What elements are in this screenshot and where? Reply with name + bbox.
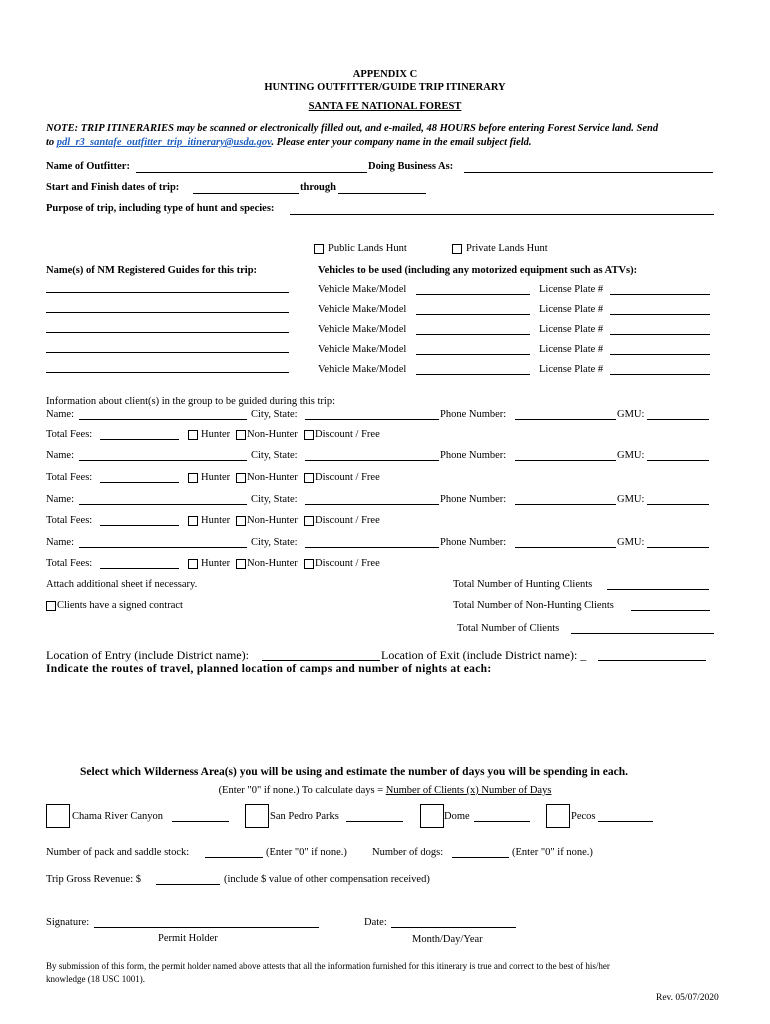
exit-label: Location of Exit (include District name): _ bbox=[381, 648, 587, 662]
appendix-label: APPENDIX C bbox=[352, 69, 418, 80]
dome-days-field[interactable] bbox=[474, 821, 530, 822]
license-plate-label: License Plate # bbox=[539, 364, 604, 375]
chama-days-field[interactable] bbox=[172, 821, 229, 822]
client-city-field[interactable] bbox=[305, 504, 439, 505]
attest-line-1: By submission of this form, the permit holder named above attests that all the information furnished for this itinerary is true and correct to the best of his/her bbox=[46, 961, 610, 971]
vehicle-make-field[interactable] bbox=[416, 374, 530, 375]
through-label: through bbox=[300, 182, 336, 193]
client-city-field[interactable] bbox=[305, 419, 439, 420]
purpose-field[interactable] bbox=[290, 214, 714, 215]
dome-checkbox[interactable] bbox=[420, 804, 444, 828]
dba-field[interactable] bbox=[464, 172, 713, 173]
nonhunter-label: Non-Hunter bbox=[247, 515, 298, 526]
client-phone-label: Phone Number: bbox=[440, 409, 507, 420]
vehicle-make-label: Vehicle Make/Model bbox=[318, 364, 407, 375]
private-lands-label: Private Lands Hunt bbox=[466, 243, 548, 254]
attest-line-2: knowledge (18 USC 1001). bbox=[46, 974, 145, 984]
chama-checkbox[interactable] bbox=[46, 804, 70, 828]
nonhunter-checkbox[interactable] bbox=[236, 516, 246, 526]
client-fees-field[interactable] bbox=[100, 482, 179, 483]
license-plate-label: License Plate # bbox=[539, 304, 604, 315]
nonhunter-label: Non-Hunter bbox=[247, 472, 298, 483]
pecos-checkbox[interactable] bbox=[546, 804, 570, 828]
signature-field[interactable] bbox=[94, 927, 319, 928]
outfitter-label: Name of Outfitter: bbox=[46, 161, 130, 172]
client-gmu-field[interactable] bbox=[647, 419, 709, 420]
client-phone-label: Phone Number: bbox=[440, 494, 507, 505]
client-name-label: Name: bbox=[46, 537, 74, 548]
hunter-checkbox[interactable] bbox=[188, 516, 198, 526]
vehicle-make-label: Vehicle Make/Model bbox=[318, 304, 407, 315]
revenue-note: (include $ value of other compensation received) bbox=[224, 874, 430, 885]
total-nonhunting-field[interactable] bbox=[631, 610, 710, 611]
client-phone-field[interactable] bbox=[515, 504, 616, 505]
permit-holder-label: Permit Holder bbox=[158, 933, 218, 944]
date-format-label: Month/Day/Year bbox=[412, 934, 483, 945]
note-line-2: to pdl_r3_santafe_outfitter_trip_itinerary@usda.gov. Please enter your company name in the email subject field. bbox=[46, 137, 532, 148]
license-plate-field[interactable] bbox=[610, 374, 710, 375]
clients-intro: Information about client(s) in the group to be guided during this trip: bbox=[46, 396, 335, 407]
discount-label: Discount / Free bbox=[315, 429, 380, 440]
public-lands-checkbox[interactable] bbox=[314, 244, 324, 254]
revenue-field[interactable] bbox=[156, 884, 220, 885]
client-name-field[interactable] bbox=[79, 504, 247, 505]
dogs-field[interactable] bbox=[452, 857, 509, 858]
dome-label: Dome bbox=[444, 811, 470, 822]
total-hunting-field[interactable] bbox=[607, 589, 709, 590]
license-plate-field[interactable] bbox=[610, 294, 710, 295]
nonhunter-label: Non-Hunter bbox=[247, 429, 298, 440]
san-pedro-label: San Pedro Parks bbox=[270, 811, 339, 822]
client-city-label: City, State: bbox=[251, 409, 298, 420]
client-city-field[interactable] bbox=[305, 460, 439, 461]
guide-field[interactable] bbox=[46, 372, 289, 373]
routes-field[interactable] bbox=[46, 680, 714, 760]
client-city-label: City, State: bbox=[251, 537, 298, 548]
license-plate-field[interactable] bbox=[610, 314, 710, 315]
discount-label: Discount / Free bbox=[315, 472, 380, 483]
san-pedro-days-field[interactable] bbox=[346, 821, 403, 822]
form-title: HUNTING OUTFITTER/GUIDE TRIP ITINERARY bbox=[264, 82, 506, 93]
total-clients-field[interactable] bbox=[571, 633, 714, 634]
vehicle-make-field[interactable] bbox=[416, 354, 530, 355]
client-gmu-label: GMU: bbox=[617, 409, 645, 420]
vehicles-label: Vehicles to be used (including any motorized equipment such as ATVs): bbox=[318, 265, 638, 276]
client-city-label: City, State: bbox=[251, 450, 298, 461]
signature-label: Signature: bbox=[46, 917, 90, 928]
discount-label: Discount / Free bbox=[315, 515, 380, 526]
client-gmu-label: GMU: bbox=[617, 537, 645, 548]
client-name-label: Name: bbox=[46, 450, 74, 461]
client-fees-label: Total Fees: bbox=[46, 515, 93, 526]
revision-label: Rev. 05/07/2020 bbox=[656, 993, 719, 1003]
public-lands-label: Public Lands Hunt bbox=[328, 243, 407, 254]
note-line-1: NOTE: TRIP ITINERARIES may be scanned or electronically filled out, and e-mailed, 48 HOURS before entering Forest Service land. Send bbox=[46, 123, 659, 134]
client-phone-label: Phone Number: bbox=[440, 537, 507, 548]
total-clients-label: Total Number of Clients bbox=[457, 623, 560, 634]
pecos-days-field[interactable] bbox=[598, 821, 653, 822]
discount-checkbox[interactable] bbox=[304, 516, 314, 526]
client-phone-field[interactable] bbox=[515, 460, 616, 461]
entry-field[interactable] bbox=[262, 660, 380, 661]
client-name-field[interactable] bbox=[79, 419, 247, 420]
guide-field[interactable] bbox=[46, 332, 289, 333]
attach-note: Attach additional sheet if necessary. bbox=[46, 579, 198, 590]
dba-label: Doing Business As: bbox=[368, 161, 454, 172]
guide-field[interactable] bbox=[46, 352, 289, 353]
san-pedro-checkbox[interactable] bbox=[245, 804, 269, 828]
wilderness-heading: Select which Wilderness Area(s) you will be using and estimate the number of days you will be spending in each. bbox=[80, 766, 629, 778]
license-plate-field[interactable] bbox=[610, 334, 710, 335]
client-fees-field[interactable] bbox=[100, 439, 179, 440]
hunter-label: Hunter bbox=[201, 558, 231, 569]
nonhunter-checkbox[interactable] bbox=[236, 559, 246, 569]
revenue-label: Trip Gross Revenue: $ bbox=[46, 874, 141, 885]
pack-stock-note: (Enter "0" if none.) bbox=[266, 847, 347, 858]
client-name-label: Name: bbox=[46, 409, 74, 420]
hunter-label: Hunter bbox=[201, 472, 231, 483]
client-name-label: Name: bbox=[46, 494, 74, 505]
client-phone-label: Phone Number: bbox=[440, 450, 507, 461]
forest-name: SANTA FE NATIONAL FOREST bbox=[308, 101, 462, 112]
vehicle-make-field[interactable] bbox=[416, 334, 530, 335]
hunter-checkbox[interactable] bbox=[188, 430, 198, 440]
dates-label: Start and Finish dates of trip: bbox=[46, 182, 180, 193]
signed-contract-label: Clients have a signed contract bbox=[57, 600, 183, 611]
guides-label: Name(s) of NM Registered Guides for this trip: bbox=[46, 265, 258, 276]
nonhunter-checkbox[interactable] bbox=[236, 430, 246, 440]
vehicle-make-field[interactable] bbox=[416, 294, 530, 295]
nonhunter-checkbox[interactable] bbox=[236, 473, 246, 483]
dogs-label: Number of dogs: bbox=[372, 847, 444, 858]
guide-field[interactable] bbox=[46, 312, 289, 313]
hunter-checkbox[interactable] bbox=[188, 559, 198, 569]
signed-contract-checkbox[interactable] bbox=[46, 601, 56, 611]
license-plate-label: License Plate # bbox=[539, 284, 604, 295]
license-plate-field[interactable] bbox=[610, 354, 710, 355]
discount-checkbox[interactable] bbox=[304, 430, 314, 440]
client-phone-field[interactable] bbox=[515, 419, 616, 420]
end-date-field[interactable] bbox=[338, 193, 426, 194]
private-lands-checkbox[interactable] bbox=[452, 244, 462, 254]
total-hunting-label: Total Number of Hunting Clients bbox=[453, 579, 593, 590]
discount-label: Discount / Free bbox=[315, 558, 380, 569]
total-nonhunting-label: Total Number of Non-Hunting Clients bbox=[453, 600, 614, 611]
client-name-field[interactable] bbox=[79, 547, 247, 548]
start-date-field[interactable] bbox=[193, 193, 299, 194]
purpose-label: Purpose of trip, including type of hunt and species: bbox=[46, 203, 275, 214]
vehicle-make-label: Vehicle Make/Model bbox=[318, 284, 407, 295]
client-fees-label: Total Fees: bbox=[46, 429, 93, 440]
vehicle-make-label: Vehicle Make/Model bbox=[318, 324, 407, 335]
routes-label: Indicate the routes of travel, planned location of camps and number of nights at each: bbox=[46, 663, 492, 675]
date-field[interactable] bbox=[391, 927, 516, 928]
pack-stock-label: Number of pack and saddle stock: bbox=[46, 847, 190, 858]
entry-label: Location of Entry (include District name): bbox=[46, 648, 249, 662]
client-gmu-field[interactable] bbox=[647, 504, 709, 505]
client-city-field[interactable] bbox=[305, 547, 439, 548]
client-name-field[interactable] bbox=[79, 460, 247, 461]
client-gmu-field[interactable] bbox=[647, 460, 709, 461]
chama-label: Chama River Canyon bbox=[72, 811, 163, 822]
client-fees-label: Total Fees: bbox=[46, 558, 93, 569]
hunter-checkbox[interactable] bbox=[188, 473, 198, 483]
date-label: Date: bbox=[364, 917, 387, 928]
client-gmu-label: GMU: bbox=[617, 450, 645, 461]
pecos-label: Pecos bbox=[571, 811, 596, 822]
client-gmu-field[interactable] bbox=[647, 547, 709, 548]
discount-checkbox[interactable] bbox=[304, 473, 314, 483]
vehicle-make-label: Vehicle Make/Model bbox=[318, 344, 407, 355]
nonhunter-label: Non-Hunter bbox=[247, 558, 298, 569]
client-phone-field[interactable] bbox=[515, 547, 616, 548]
hunter-label: Hunter bbox=[201, 429, 231, 440]
outfitter-field[interactable] bbox=[136, 172, 367, 173]
vehicle-make-field[interactable] bbox=[416, 314, 530, 315]
client-fees-label: Total Fees: bbox=[46, 472, 93, 483]
client-fees-field[interactable] bbox=[100, 525, 179, 526]
email-link[interactable]: pdl_r3_santafe_outfitter_trip_itinerary@usda.gov bbox=[56, 137, 272, 148]
license-plate-label: License Plate # bbox=[539, 344, 604, 355]
pack-stock-field[interactable] bbox=[205, 857, 263, 858]
wilderness-calc: (Enter "0" if none.) To calculate days = Number of Clients (x) Number of Days bbox=[218, 785, 552, 796]
client-gmu-label: GMU: bbox=[617, 494, 645, 505]
discount-checkbox[interactable] bbox=[304, 559, 314, 569]
client-city-label: City, State: bbox=[251, 494, 298, 505]
license-plate-label: License Plate # bbox=[539, 324, 604, 335]
dogs-note: (Enter "0" if none.) bbox=[512, 847, 593, 858]
client-fees-field[interactable] bbox=[100, 568, 179, 569]
exit-field[interactable] bbox=[598, 660, 706, 661]
guide-field[interactable] bbox=[46, 292, 289, 293]
hunter-label: Hunter bbox=[201, 515, 231, 526]
